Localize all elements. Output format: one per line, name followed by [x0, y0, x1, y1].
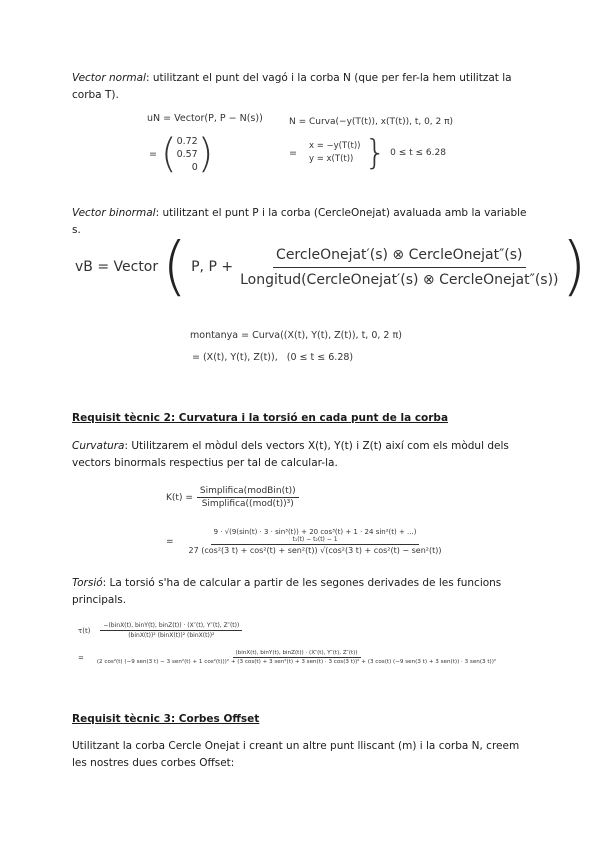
curvature-result-num-bot: t₁(t) − t₂(t) − 1 — [292, 536, 338, 543]
paragraph-offset: Utilitzant la corba Cercle Onejat i creant un altre punt lliscant (m) i la corba N, creem les nostres dues corbes Offset: — [72, 740, 520, 769]
equation-un-vector: = ( 0.72 0.57 0 ) — [149, 131, 214, 177]
vector-component-x: 0.72 — [176, 135, 198, 147]
equation-curvature-result: = 9 · √(9(sin(t) · 3 · sin³(t)) + 20 cos³(t) + 1 · 24 sin²(t) + ...) t₁(t) − t₂(t) − 1 27 (cos²(3 t) + cos²(t) + sen²(t)) √(cos²(3 t) + cos²(t) − sen²(t)) — [166, 528, 445, 555]
equation-vb-denominator: Longitud(CercleOnejat′(s) ⊗ CercleOnejat″(s)) — [240, 271, 559, 288]
equation-vb-numerator: CercleOnejat′(s) ⊗ CercleOnejat″(s) — [273, 247, 525, 268]
equation-curvature-denominator: Simplifica((mod(t))³) — [201, 499, 294, 509]
term-curvatura: Curvatura — [72, 440, 125, 452]
text-vector-binormal: : utilitzant el punt P i la corba (CercleOnejat) avaluada amb la variable s. — [72, 207, 527, 236]
heading-requisit-3: Requisit tècnic 3: Corbes Offset — [72, 713, 260, 725]
paragraph-curvatura — [72, 438, 527, 472]
text-torsio: : La torsió s'ha de calcular a partir de les segones derivades de les funcions principals. — [72, 577, 502, 606]
system-x: x = −y(T(t)) — [308, 141, 361, 151]
equation-n-system: = x = −y(T(t)) y = x(T(t)) } 0 ≤ t ≤ 6.28 — [289, 133, 446, 173]
term-torsio: Torsió — [72, 577, 103, 589]
equation-torsion-lhs: τ(t) — [78, 626, 91, 635]
equation-torsion-result-num: (binX(t), binY(t), binZ(t)) · (X″(t), Y″(t), Z″(t)) — [233, 650, 361, 658]
term-vector-normal: Vector normal — [72, 72, 146, 84]
equation-torsion-result: = (binX(t), binY(t), binZ(t)) · (X″(t), Y″(t), Z″(t)) (2 cos²(t) (−9 sen(3 t) − 3 sen²(t) + 1 cos²(t)))² + (3 cos(t) + 3 sen²(t) + 3 sen(t) · 3 cos(3 t))² + (3 cos(t) (−9 sen(3 t) + 3 sen(t)) · 3 sen(3 t))² — [78, 650, 499, 665]
text-vector-normal: : utilitzant el punt del vagó i la corba N (que per fer-la hem utilitzat la corba T). — [72, 72, 512, 101]
equation-vb-lhs: vB = Vector — [75, 259, 159, 275]
curvature-result-num-top: 9 · √(9(sin(t) · 3 · sin³(t)) + 20 cos³(t) + 1 · 24 sin²(t) + ...) — [213, 528, 417, 536]
vector-component-z: 0 — [191, 161, 198, 173]
equation-curvature — [166, 486, 299, 509]
equation-montanya: montanya = Curva((X(t), Y(t), Z(t)), t, 0, 2 π) — [190, 330, 402, 341]
equation-montanya-result: = (X(t), Y(t), Z(t)), (0 ≤ t ≤ 6.28) — [192, 352, 354, 363]
paragraph-torsio — [72, 575, 527, 609]
equation-n-curve: N = Curva(−y(T(t)), x(T(t)), t, 0, 2 π) — [289, 117, 454, 127]
curvature-result-denominator: 27 (cos²(3 t) + cos²(t) + sen²(t)) √(cos²(3 t) + cos²(t) − sen²(t)) — [188, 546, 442, 555]
equation-curvature-numerator: Simplifica(modBin(t)) — [197, 486, 299, 498]
equation-vb: vB = Vector ( P, P + $\frac{\text{CercleOnejat′(s) ⊗ CercleOnejat″(s)}}{\text{Longitud(CercleOnejat′(s) ⊗ CercleOnejat″(s))}}$ ) — [75, 230, 587, 304]
equation-torsion-line1b: (binX(t))² (binX(t))² (binX(t))² — [128, 632, 215, 639]
equation-torsion-line1: −(binX(t), binY(t), binZ(t)) · (X″(t), Y″(t), Z″(t)) — [100, 622, 242, 631]
term-vector-binormal: Vector binormal — [72, 207, 156, 219]
text-curvatura: : Utilitzarem el mòdul dels vectors X(t), Y(t) i Z(t) així com els mòdul dels vectors binormals respectius per tal de calcular-la. — [72, 440, 509, 469]
equation-torsion-result-den: (2 cos²(t) (−9 sen(3 t) − 3 sen²(t) + 1 cos²(t)))² + (3 cos(t) + 3 sen²(t) + 3 sen(t) · 3 cos(3 t))² + (3 cos(t) (−9 sen(3 t) + 3 sen(t)) · 3 sen(3 t))² — [96, 659, 497, 665]
equation-curvature-lhs: K(t) = — [166, 492, 193, 503]
heading-requisit-2: Requisit tècnic 2: Curvatura i la torsió en cada punt de la corba — [72, 412, 449, 424]
paragraph-vector-binormal — [72, 205, 527, 239]
equation-un: uN = Vector(P, P − N(s)) — [147, 113, 263, 124]
equation-vb-fraction — [237, 247, 561, 288]
equation-vb-p: P, P + — [191, 259, 234, 275]
system-y: y = x(T(t)) — [308, 154, 354, 164]
paragraph-vector-normal — [72, 70, 527, 104]
vector-component-y: 0.57 — [176, 148, 198, 160]
system-range: 0 ≤ t ≤ 6.28 — [390, 148, 446, 158]
equation-torsion — [78, 622, 242, 639]
